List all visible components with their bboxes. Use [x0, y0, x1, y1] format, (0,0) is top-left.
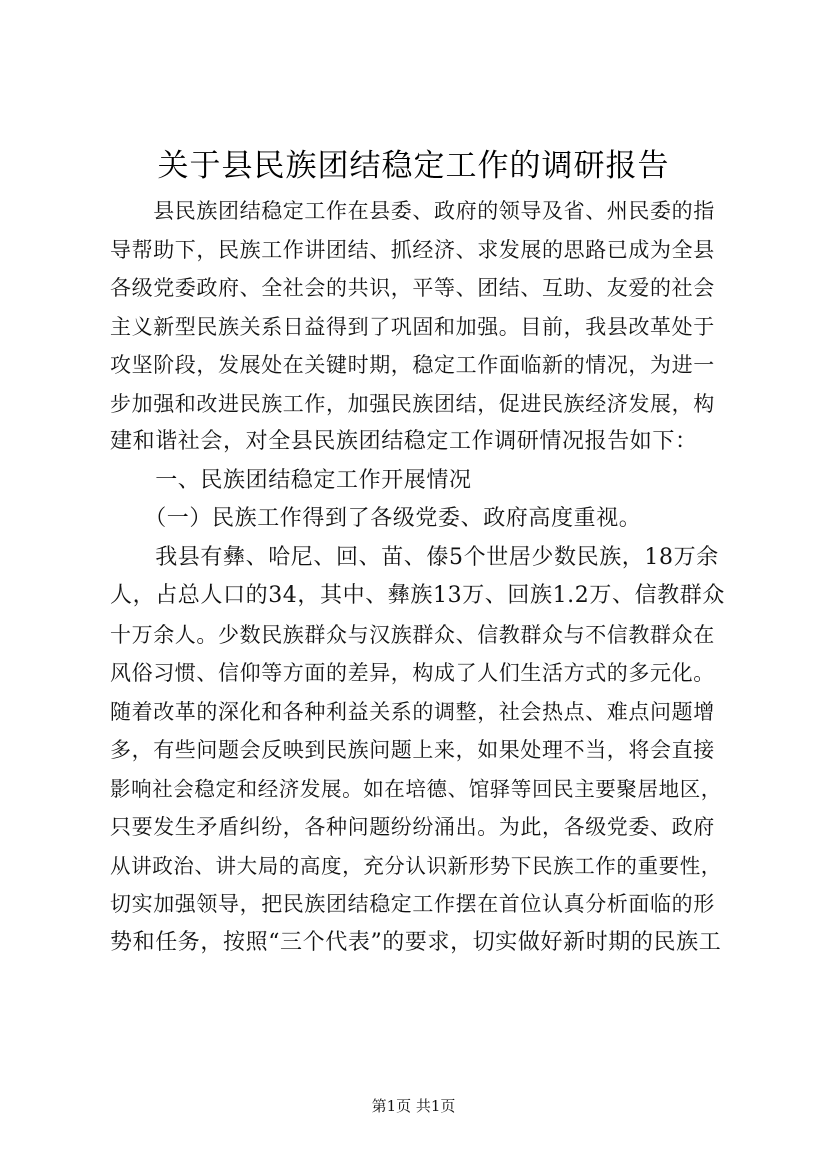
body-line: 攻坚阶段，发展处在关键时期，稳定工作面临新的情况，为进一 [110, 353, 715, 377]
body-line: 风俗习惯、信仰等方面的差异，构成了人们生活方式的多元化。 [110, 661, 715, 685]
body-line: 影响社会稳定和经济发展。如在培德、馆驿等回民主要聚居地区， [110, 776, 722, 801]
body-line: 从讲政治、讲大局的高度，充分认识新形势下民族工作的重要性， [110, 853, 722, 878]
document-body [110, 192, 728, 962]
body-line: 势和任务，按照“三个代表”的要求，切实做好新时期的民族工 [110, 929, 722, 955]
body-line: 只要发生矛盾纠纷，各种问题纷纷涌出。为此，各级党委、政府 [110, 815, 715, 839]
body-line: 主义新型民族关系日益得到了巩固和加强。目前，我县改革处于 [110, 314, 715, 339]
body-line: 步加强和改进民族工作，加强民族团结，促进民族经济发展，构 [110, 391, 715, 416]
body-line: 十万余人。少数民族群众与汉族群众、信教群众与不信教群众在 [110, 622, 715, 647]
body-line: 切实加强领导，把民族团结稳定工作摆在首位认真分析面临的形 [110, 892, 715, 916]
body-line: 随着改革的深化和各种利益关系的调整，社会热点、难点问题增 [110, 699, 715, 724]
section-heading: 一、民族团结稳定工作开展情况 [110, 467, 472, 493]
body-line: 建和谐社会，对全县民族团结稳定工作调研情况报告如下： [110, 429, 698, 454]
page-number: 第1页 共1页 [371, 1097, 456, 1115]
body-line: 人，占总人口的34，其中、彝族13万、回族1.2万、信教群众 [110, 583, 725, 608]
document-title: 关于县民族团结稳定工作的调研报告 [157, 148, 670, 184]
subsection-heading: （一）民族工作得到了各级党委、政府高度重视。 [110, 506, 642, 531]
body-line: 我县有彝、哈尼、回、苗、傣5个世居少数民族，18万余 [110, 544, 719, 570]
body-line: 多，有些问题会反映到民族问题上来，如果处理不当，将会直接 [110, 738, 715, 762]
body-line: 各级党委政府、全社会的共识，平等、团结、互助、友爱的社会 [110, 276, 715, 300]
body-line: 导帮助下，民族工作讲团结、抓经济、求发展的思路已成为全县 [110, 237, 715, 262]
body-line: 县民族团结稳定工作在县委、政府的领导及省、州民委的指 [110, 199, 715, 223]
